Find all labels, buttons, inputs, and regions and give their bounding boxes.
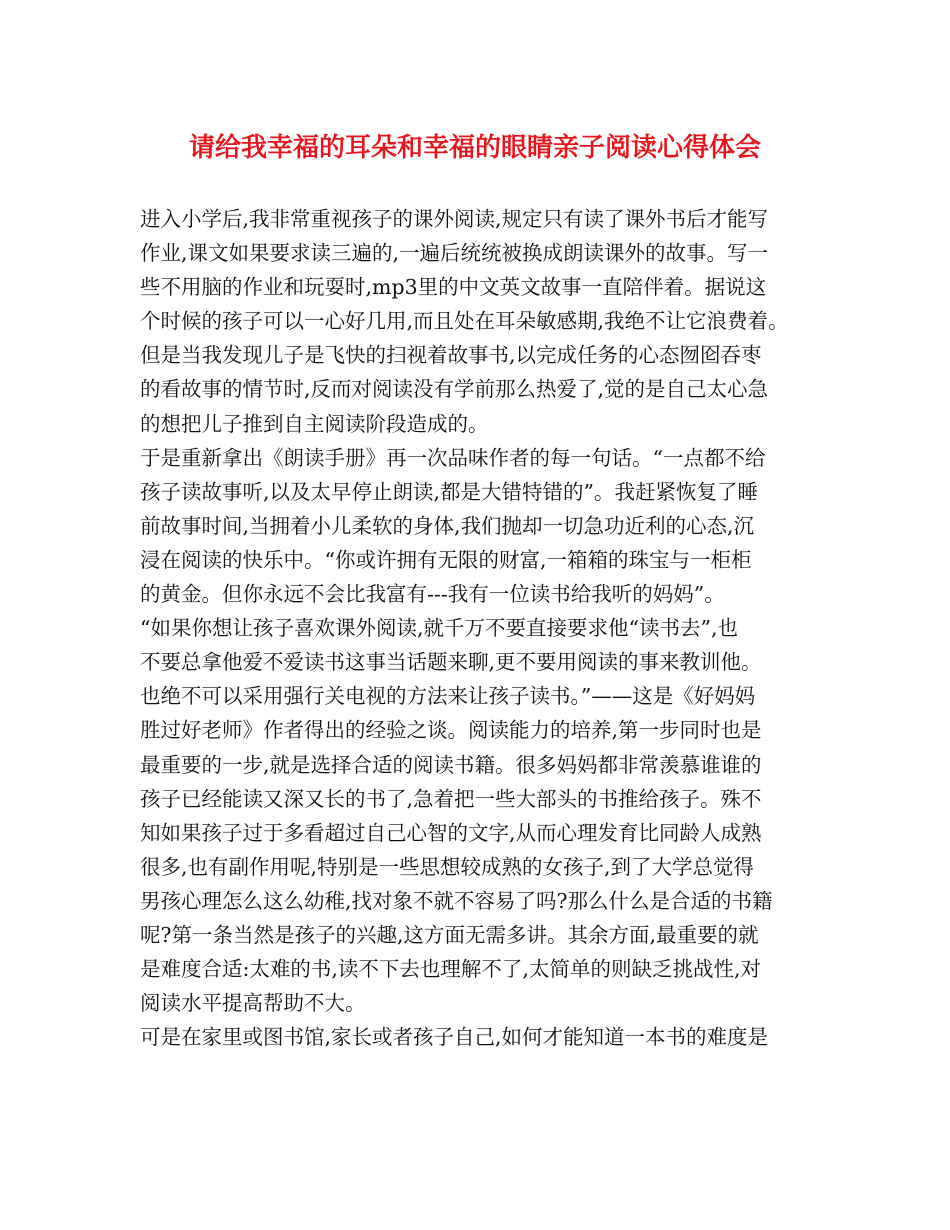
body-line: 最重要的一步,就是选择合适的阅读书籍。很多妈妈都非常羡慕谁谁的 [140,752,762,777]
body-line: 个时候的孩子可以一心好几用,而且处在耳朵敏感期,我绝不让它浪费着。 [140,309,789,334]
body-line: 男孩心理怎么这么幼稚,找对象不就不容易了吗?那么什么是合适的书籍 [140,888,773,913]
document-body [140,202,820,1054]
body-line: 的黄金。但你永远不会比我富有---我有一位读书给我听的妈妈”。 [140,582,725,607]
body-line: 进入小学后,我非常重视孩子的课外阅读,规定只有读了课外书后才能写 [140,207,769,231]
body-line: 但是当我发现儿子是飞快的扫视着故事书,以完成任务的心态囫囵吞枣 [140,343,762,368]
body-line: 也绝不可以采用强行关电视的方法来让孩子读书。”——这是《好妈妈 [140,684,756,709]
body-line: 的想把儿子推到自主阅读阶段造成的。 [140,411,489,436]
body-line: 孩子读故事听,以及太早停止朗读,都是大错特错的”。我赶紧恢复了睡 [140,479,759,504]
body-line: 是难度合适:太难的书,读不下去也理解不了,太简单的则缺乏挑战性,对 [140,957,761,982]
body-line: 的看故事的情节时,反而对阅读没有学前那么热爱了,觉的是自己太心急 [140,377,769,402]
document-title: 请给我幸福的耳朵和幸福的眼睛亲子阅读心得体会 [188,133,761,163]
body-line: 不要总拿他爱不爱读书这事当话题来聊,更不要用阅读的事来教训他。 [140,650,762,675]
body-line: 呢?第一条当然是孩子的兴趣,这方面无需多讲。其余方面,最重要的就 [140,922,759,947]
body-line: 作业,课文如果要求读三遍的,一遍后统统被换成朗读课外的故事。写一 [140,241,769,266]
body-line: 可是在家里或图书馆,家长或者孩子自己,如何才能知道一本书的难度是 [140,1025,769,1050]
body-line: 浸在阅读的快乐中。“你或许拥有无限的财富,一箱箱的珠宝与一柜柜 [140,547,752,572]
body-line: 知如果孩子过于多看超过自己心智的文字,从而心理发育比同龄人成熟 [140,820,762,845]
body-line: 些不用脑的作业和玩耍时,mp3里的中文英文故事一直陪伴着。据说这 [140,275,767,300]
body-line: “如果你想让孩子喜欢课外阅读,就千万不要直接要求他“读书去”,也 [140,616,738,641]
body-line: 前故事时间,当拥着小儿柔软的身体,我们抛却一切急功近利的心态,沉 [140,513,755,538]
body-line: 于是重新拿出《朗读手册》再一次品味作者的每一句话。“一点都不给 [140,445,766,470]
body-line: 很多,也有副作用呢,特别是一些思想较成熟的女孩子,到了大学总觉得 [140,854,755,879]
body-line: 孩子已经能读又深又长的书了,急着把一些大部头的书推给孩子。殊不 [140,786,762,811]
body-line: 胜过好老师》作者得出的经验之谈。阅读能力的培养,第一步同时也是 [140,718,762,743]
body-line: 阅读水平提高帮助不大。 [140,991,366,1016]
